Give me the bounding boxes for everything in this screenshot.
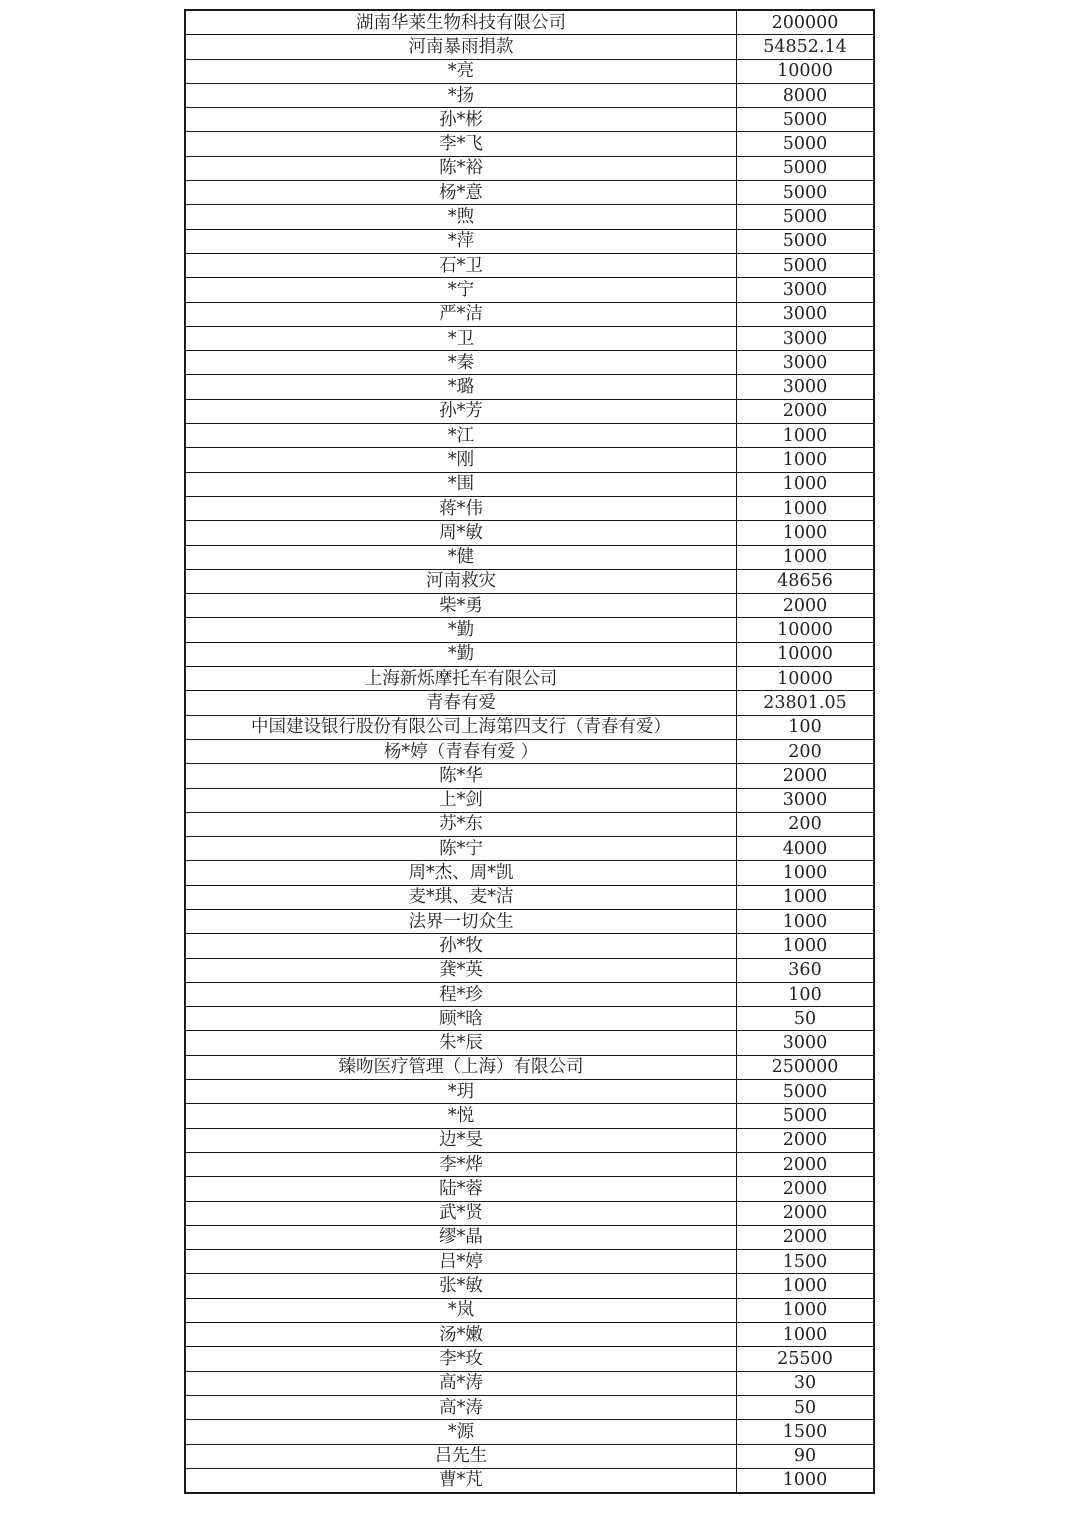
donation-amount-cell: 1000: [737, 472, 875, 496]
table-row: [185, 1420, 874, 1444]
table-row: [185, 667, 874, 691]
donation-amount-cell: 3000: [737, 1031, 875, 1055]
donation-amount-cell: 1000: [737, 1468, 875, 1493]
table-row: [185, 108, 874, 132]
table-row: [185, 472, 874, 496]
donation-amount-cell: 2000: [737, 1225, 875, 1249]
table-row: [185, 1274, 874, 1298]
donation-amount-cell: 8000: [737, 83, 875, 107]
donor-name-cell: *宁: [185, 278, 737, 302]
donation-amount-cell: 360: [737, 958, 875, 982]
donor-name-cell: *江: [185, 424, 737, 448]
table-row: [185, 739, 874, 763]
donor-name-cell: 吕先生: [185, 1444, 737, 1468]
donor-name-cell: 上*剑: [185, 788, 737, 812]
donation-amount-cell: 2000: [737, 1201, 875, 1225]
table-row: [185, 569, 874, 593]
table-row: [185, 326, 874, 350]
donation-amount-cell: 1000: [737, 1274, 875, 1298]
donation-amount-cell: 50: [737, 1395, 875, 1419]
donation-amount-cell: 2000: [737, 399, 875, 423]
donor-name-cell: 法界一切众生: [185, 909, 737, 933]
donor-name-cell: 陈*裕: [185, 156, 737, 180]
donor-name-cell: *悦: [185, 1104, 737, 1128]
table-row: [185, 764, 874, 788]
table-row: [185, 253, 874, 277]
donation-amount-cell: 1000: [737, 545, 875, 569]
donor-name-cell: 武*贤: [185, 1201, 737, 1225]
donation-amount-cell: 3000: [737, 351, 875, 375]
donation-amount-cell: 1000: [737, 496, 875, 520]
donation-amount-cell: 5000: [737, 132, 875, 156]
donation-amount-cell: 1500: [737, 1420, 875, 1444]
table-row: [185, 1031, 874, 1055]
donation-amount-cell: 5000: [737, 205, 875, 229]
donation-amount-cell: 54852.14: [737, 35, 875, 59]
table-row: [185, 1128, 874, 1152]
table-row: [185, 1323, 874, 1347]
donation-amount-cell: 5000: [737, 229, 875, 253]
donation-amount-cell: 10000: [737, 667, 875, 691]
table-row: [185, 618, 874, 642]
donor-name-cell: *围: [185, 472, 737, 496]
donation-amount-cell: 30: [737, 1371, 875, 1395]
donor-name-cell: 湖南华莱生物科技有限公司: [185, 10, 737, 35]
donation-amount-cell: 1000: [737, 424, 875, 448]
table-row: [185, 909, 874, 933]
table-row: [185, 594, 874, 618]
donation-amount-cell: 10000: [737, 59, 875, 83]
table-row: [185, 715, 874, 739]
donation-amount-cell: 5000: [737, 108, 875, 132]
table-row: [185, 1395, 874, 1419]
donor-name-cell: 中国建设银行股份有限公司上海第四支行（青春有爱）: [185, 715, 737, 739]
table-row: [185, 1298, 874, 1322]
table-row: [185, 1347, 874, 1371]
donor-name-cell: 朱*辰: [185, 1031, 737, 1055]
donation-table: [184, 9, 875, 1494]
donor-name-cell: 李*玫: [185, 1347, 737, 1371]
donor-name-cell: 苏*东: [185, 812, 737, 836]
table-row: [185, 132, 874, 156]
donation-amount-cell: 1000: [737, 909, 875, 933]
donor-name-cell: *亮: [185, 59, 737, 83]
donor-name-cell: 李*烨: [185, 1152, 737, 1176]
donation-amount-cell: 100: [737, 982, 875, 1006]
donation-amount-cell: 1000: [737, 934, 875, 958]
donor-name-cell: 河南救灾: [185, 569, 737, 593]
table-row: [185, 1250, 874, 1274]
table-row: [185, 59, 874, 83]
donation-amount-cell: 10000: [737, 618, 875, 642]
donor-name-cell: 孙*牧: [185, 934, 737, 958]
donation-amount-cell: 90: [737, 1444, 875, 1468]
donor-name-cell: 边*旻: [185, 1128, 737, 1152]
donation-amount-cell: 5000: [737, 1104, 875, 1128]
table-row: [185, 642, 874, 666]
donation-amount-cell: 3000: [737, 326, 875, 350]
table-row: [185, 1225, 874, 1249]
donation-amount-cell: 5000: [737, 1080, 875, 1104]
table-row: [185, 10, 874, 35]
donor-name-cell: 青春有爱: [185, 691, 737, 715]
donor-name-cell: 杨*婷（青春有爱 ）: [185, 739, 737, 763]
donor-name-cell: 程*珍: [185, 982, 737, 1006]
table-row: [185, 229, 874, 253]
donation-amount-cell: 48656: [737, 569, 875, 593]
table-row: [185, 885, 874, 909]
donor-name-cell: 臻吻医疗管理（上海）有限公司: [185, 1055, 737, 1079]
table-row: [185, 1104, 874, 1128]
donor-name-cell: 孙*芳: [185, 399, 737, 423]
donor-name-cell: 上海新烁摩托车有限公司: [185, 667, 737, 691]
donation-amount-cell: 25500: [737, 1347, 875, 1371]
donor-name-cell: 蒋*伟: [185, 496, 737, 520]
donor-name-cell: 周*敏: [185, 521, 737, 545]
table-row: [185, 1080, 874, 1104]
table-row: [185, 691, 874, 715]
donor-name-cell: 吕*婷: [185, 1250, 737, 1274]
table-row: [185, 545, 874, 569]
donor-name-cell: 周*杰、周*凯: [185, 861, 737, 885]
donor-name-cell: 李*飞: [185, 132, 737, 156]
donor-name-cell: 曹*芃: [185, 1468, 737, 1493]
donation-amount-cell: 10000: [737, 642, 875, 666]
donor-name-cell: *卫: [185, 326, 737, 350]
table-row: [185, 1444, 874, 1468]
table-row: [185, 375, 874, 399]
donor-name-cell: *岚: [185, 1298, 737, 1322]
donor-name-cell: 缪*晶: [185, 1225, 737, 1249]
table-row: [185, 861, 874, 885]
donor-name-cell: *勤: [185, 618, 737, 642]
table-row: [185, 1201, 874, 1225]
table-row: [185, 351, 874, 375]
donation-amount-cell: 2000: [737, 764, 875, 788]
donation-amount-cell: 1000: [737, 1298, 875, 1322]
donor-name-cell: *健: [185, 545, 737, 569]
donor-name-cell: *玥: [185, 1080, 737, 1104]
donor-name-cell: 柴*勇: [185, 594, 737, 618]
donation-amount-cell: 1000: [737, 448, 875, 472]
donor-name-cell: 陈*宁: [185, 837, 737, 861]
donor-name-cell: *秦: [185, 351, 737, 375]
table-row: [185, 302, 874, 326]
donation-amount-cell: 3000: [737, 278, 875, 302]
donor-name-cell: *勤: [185, 642, 737, 666]
table-row: [185, 83, 874, 107]
table-row: [185, 424, 874, 448]
donor-name-cell: 杨*意: [185, 181, 737, 205]
donor-name-cell: *刚: [185, 448, 737, 472]
donation-amount-cell: 5000: [737, 156, 875, 180]
table-row: [185, 399, 874, 423]
donation-table-body: [185, 10, 874, 1493]
donor-name-cell: 河南暴雨捐款: [185, 35, 737, 59]
donation-amount-cell: 2000: [737, 1177, 875, 1201]
table-row: [185, 35, 874, 59]
table-row: [185, 181, 874, 205]
donation-amount-cell: 2000: [737, 1152, 875, 1176]
table-row: [185, 448, 874, 472]
table-row: [185, 1007, 874, 1031]
donor-name-cell: *源: [185, 1420, 737, 1444]
donation-amount-cell: 23801.05: [737, 691, 875, 715]
table-row: [185, 1152, 874, 1176]
donor-name-cell: 高*涛: [185, 1371, 737, 1395]
donation-amount-cell: 50: [737, 1007, 875, 1031]
donation-amount-cell: 5000: [737, 181, 875, 205]
donation-amount-cell: 200000: [737, 10, 875, 35]
donor-name-cell: *萍: [185, 229, 737, 253]
donor-name-cell: 孙*彬: [185, 108, 737, 132]
table-row: [185, 788, 874, 812]
donation-amount-cell: 200: [737, 812, 875, 836]
donation-amount-cell: 1000: [737, 885, 875, 909]
donation-amount-cell: 1000: [737, 1323, 875, 1347]
table-row: [185, 934, 874, 958]
donor-name-cell: *璐: [185, 375, 737, 399]
table-row: [185, 156, 874, 180]
table-row: [185, 205, 874, 229]
donation-amount-cell: 3000: [737, 302, 875, 326]
table-row: [185, 1177, 874, 1201]
donation-amount-cell: 4000: [737, 837, 875, 861]
donation-amount-cell: 3000: [737, 375, 875, 399]
table-row: [185, 1468, 874, 1493]
table-row: [185, 521, 874, 545]
donor-name-cell: 张*敏: [185, 1274, 737, 1298]
donor-name-cell: *煦: [185, 205, 737, 229]
donor-name-cell: 麦*琪、麦*洁: [185, 885, 737, 909]
donor-name-cell: 汤*嫩: [185, 1323, 737, 1347]
donation-amount-cell: 1000: [737, 861, 875, 885]
donor-name-cell: 龚*英: [185, 958, 737, 982]
donor-name-cell: 陆*蓉: [185, 1177, 737, 1201]
table-row: [185, 982, 874, 1006]
table-row: [185, 496, 874, 520]
donation-amount-cell: 2000: [737, 594, 875, 618]
donation-amount-cell: 1500: [737, 1250, 875, 1274]
table-row: [185, 1371, 874, 1395]
table-row: [185, 837, 874, 861]
donation-amount-cell: 100: [737, 715, 875, 739]
donor-name-cell: 顾*晗: [185, 1007, 737, 1031]
donation-amount-cell: 5000: [737, 253, 875, 277]
donor-name-cell: 石*卫: [185, 253, 737, 277]
donation-amount-cell: 250000: [737, 1055, 875, 1079]
donor-name-cell: 严*洁: [185, 302, 737, 326]
table-row: [185, 278, 874, 302]
table-row: [185, 958, 874, 982]
table-row: [185, 1055, 874, 1079]
donor-name-cell: *扬: [185, 83, 737, 107]
donation-amount-cell: 1000: [737, 521, 875, 545]
donation-amount-cell: 200: [737, 739, 875, 763]
donation-amount-cell: 3000: [737, 788, 875, 812]
donation-amount-cell: 2000: [737, 1128, 875, 1152]
donor-name-cell: 高*涛: [185, 1395, 737, 1419]
donor-name-cell: 陈*华: [185, 764, 737, 788]
table-row: [185, 812, 874, 836]
